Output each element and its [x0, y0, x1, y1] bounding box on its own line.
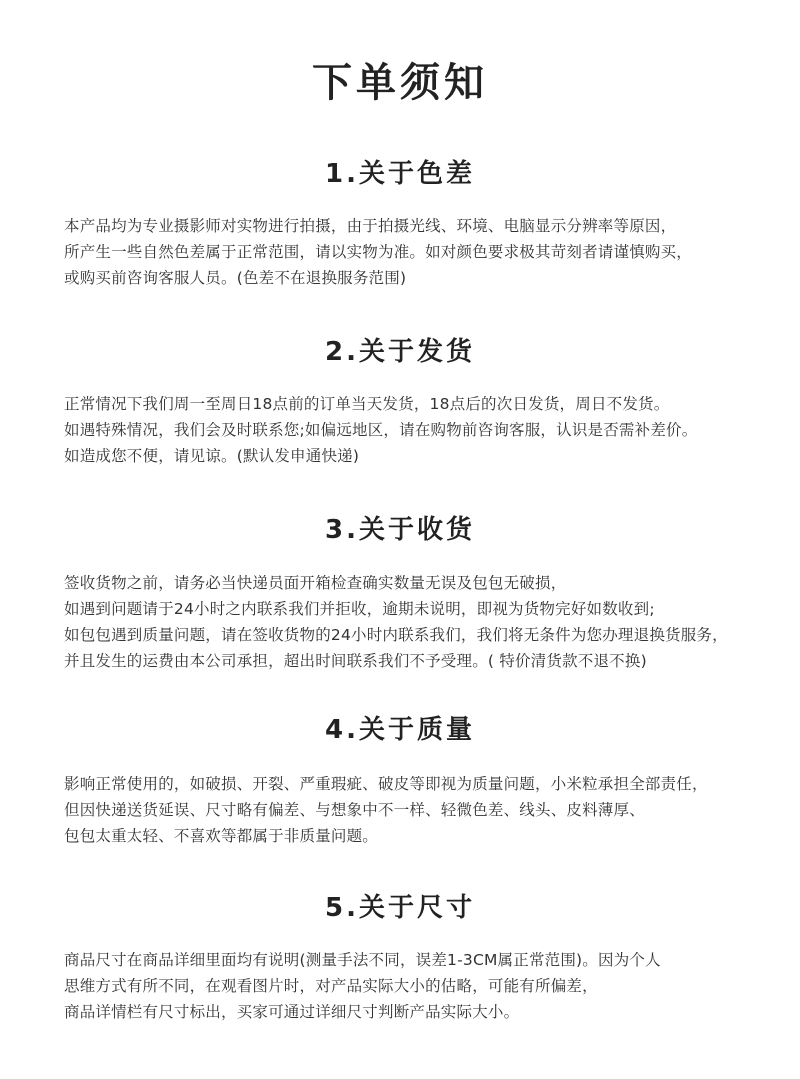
section-body	[64, 570, 774, 674]
section-color-difference	[0, 156, 800, 192]
body-line: 包包太重太轻、不喜欢等都属于非质量问题。	[64, 827, 379, 845]
body-line: 或购买前咨询客服人员。(色差不在退换服务范围)	[64, 269, 407, 287]
body-line: 商品尺寸在商品详细里面均有说明(测量手法不同，误差1-3CM属正常范围)。因为个人	[64, 951, 661, 969]
body-line: 如包包遇到质量问题，请在签收货物的24小时内联系我们，我们将无条件为您办理退换货服务，	[64, 626, 728, 644]
body-line: 并且发生的运费由本公司承担，超出时间联系我们不予受理。( 特价清货款不退不换)	[64, 652, 647, 670]
body-line: 商品详情栏有尺寸标出，买家可通过详细尺寸判断产品实际大小。	[64, 1003, 520, 1021]
section-body	[64, 947, 774, 1025]
section-body	[64, 771, 774, 849]
body-line: 思维方式有所不同，在观看图片时，对产品实际大小的估略，可能有所偏差，	[64, 977, 598, 995]
section-size	[0, 890, 800, 926]
body-line: 如遇特殊情况，我们会及时联系您;如偏远地区，请在购物前咨询客服，认识是否需补差价。	[64, 421, 698, 439]
section-body	[64, 213, 774, 291]
body-line: 如造成您不便，请见谅。(默认发申通快递)	[64, 447, 360, 465]
page-title: 下单须知	[312, 60, 488, 106]
section-heading: 1.关于色差	[325, 159, 475, 189]
body-line: 如遇到问题请于24小时之内联系我们并拒收，逾期未说明，即视为货物完好如数收到;	[64, 600, 655, 618]
section-shipping	[0, 334, 800, 370]
section-heading: 2.关于发货	[325, 337, 475, 367]
body-line: 本产品均为专业摄影师对实物进行拍摄，由于拍摄光线、环境、电脑显示分辨率等原因，	[64, 217, 677, 235]
section-body	[64, 391, 774, 469]
body-line: 所产生一些自然色差属于正常范围，请以实物为准。如对颜色要求极其苛刻者请谨慎购买，	[64, 243, 693, 261]
body-line: 但因快递送货延误、尺寸略有偏差、与想象中不一样、轻微色差、线头、皮料薄厚、	[64, 801, 645, 819]
section-receiving	[0, 512, 800, 548]
body-line: 影响正常使用的，如破损、开裂、严重瑕疵、破皮等即视为质量问题，小米粒承担全部责任，	[64, 775, 708, 793]
section-heading: 4.关于质量	[325, 715, 475, 745]
section-heading: 3.关于收货	[325, 515, 475, 545]
section-quality	[0, 712, 800, 748]
body-line: 签收货物之前，请务必当快递员面开箱检查确实数量无误及包包无破损，	[64, 574, 567, 592]
section-heading: 5.关于尺寸	[325, 893, 475, 923]
body-line: 正常情况下我们周一至周日18点前的订单当天发货，18点后的次日发货，周日不发货。	[64, 395, 670, 413]
